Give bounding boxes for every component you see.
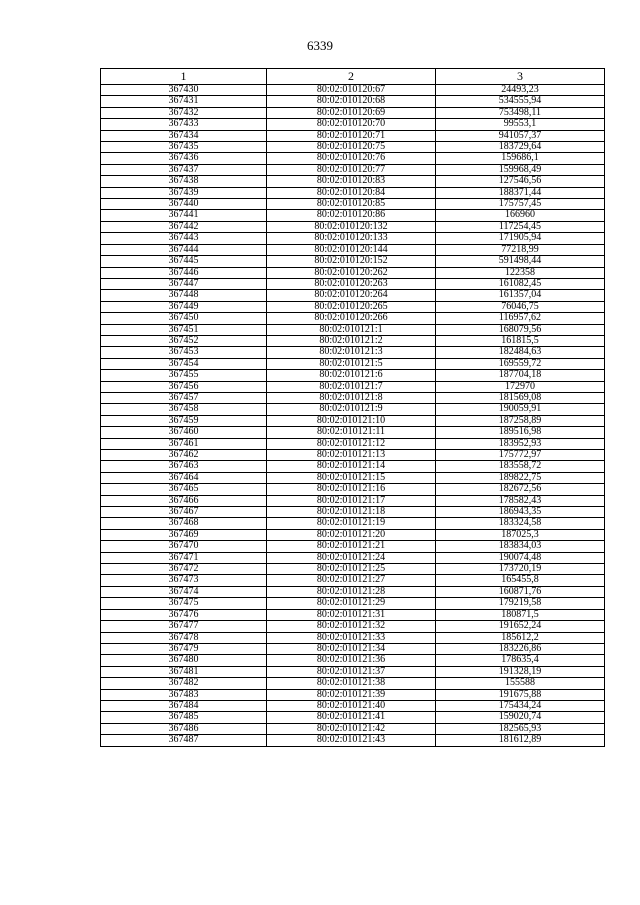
table-row bbox=[101, 199, 605, 210]
cadastral-number-cell: 80:02:010120:75 bbox=[267, 142, 436, 153]
cadastral-number-cell: 80:02:010120:86 bbox=[267, 210, 436, 221]
value-cell: 127546,56 bbox=[436, 176, 605, 187]
cadastral-number-cell: 80:02:010121:20 bbox=[267, 529, 436, 540]
record-number-cell: 367433 bbox=[101, 119, 267, 130]
value-cell: 185612,2 bbox=[436, 632, 605, 643]
value-cell: 187704,18 bbox=[436, 370, 605, 381]
table-row bbox=[101, 119, 605, 130]
record-number-cell: 367449 bbox=[101, 301, 267, 312]
record-number-cell: 367431 bbox=[101, 96, 267, 107]
value-cell: 159968,49 bbox=[436, 164, 605, 175]
cadastral-number-cell: 80:02:010120:76 bbox=[267, 153, 436, 164]
value-cell: 183558,72 bbox=[436, 461, 605, 472]
table-row bbox=[101, 575, 605, 586]
value-cell: 941057,37 bbox=[436, 130, 605, 141]
value-cell: 77218,99 bbox=[436, 244, 605, 255]
record-number-cell: 367436 bbox=[101, 153, 267, 164]
table-row bbox=[101, 176, 605, 187]
record-number-cell: 367437 bbox=[101, 164, 267, 175]
table-row bbox=[101, 221, 605, 232]
record-number-cell: 367474 bbox=[101, 586, 267, 597]
value-cell: 753498,11 bbox=[436, 107, 605, 118]
value-cell: 182672,56 bbox=[436, 484, 605, 495]
table-row bbox=[101, 598, 605, 609]
cadastral-number-cell: 80:02:010121:17 bbox=[267, 495, 436, 506]
cadastral-number-cell: 80:02:010120:264 bbox=[267, 290, 436, 301]
table-row bbox=[101, 335, 605, 346]
table-row bbox=[101, 347, 605, 358]
cadastral-number-cell: 80:02:010121:27 bbox=[267, 575, 436, 586]
record-number-cell: 367460 bbox=[101, 427, 267, 438]
value-cell: 188371,44 bbox=[436, 187, 605, 198]
record-number-cell: 367435 bbox=[101, 142, 267, 153]
table-row bbox=[101, 541, 605, 552]
table-row bbox=[101, 666, 605, 677]
value-cell: 155588 bbox=[436, 678, 605, 689]
cadastral-number-cell: 80:02:010121:6 bbox=[267, 370, 436, 381]
record-number-cell: 367472 bbox=[101, 564, 267, 575]
cadastral-number-cell: 80:02:010121:3 bbox=[267, 347, 436, 358]
record-number-cell: 367471 bbox=[101, 552, 267, 563]
record-number-cell: 367447 bbox=[101, 278, 267, 289]
table-row bbox=[101, 495, 605, 506]
record-number-cell: 367434 bbox=[101, 130, 267, 141]
value-cell: 190074,48 bbox=[436, 552, 605, 563]
table-row bbox=[101, 324, 605, 335]
cadastral-number-cell: 80:02:010121:34 bbox=[267, 643, 436, 654]
table-row bbox=[101, 85, 605, 96]
value-cell: 161082,45 bbox=[436, 278, 605, 289]
value-cell: 183834,03 bbox=[436, 541, 605, 552]
value-cell: 175434,24 bbox=[436, 700, 605, 711]
cadastral-number-cell: 80:02:010121:14 bbox=[267, 461, 436, 472]
record-number-cell: 367454 bbox=[101, 358, 267, 369]
table-row bbox=[101, 153, 605, 164]
value-cell: 161357,04 bbox=[436, 290, 605, 301]
record-number-cell: 367456 bbox=[101, 381, 267, 392]
cadastral-number-cell: 80:02:010121:33 bbox=[267, 632, 436, 643]
record-number-cell: 367475 bbox=[101, 598, 267, 609]
value-cell: 191652,24 bbox=[436, 621, 605, 632]
cadastral-number-cell: 80:02:010121:12 bbox=[267, 438, 436, 449]
record-number-cell: 367485 bbox=[101, 712, 267, 723]
cadastral-number-cell: 80:02:010120:68 bbox=[267, 96, 436, 107]
value-cell: 189516,98 bbox=[436, 427, 605, 438]
record-number-cell: 367446 bbox=[101, 267, 267, 278]
table-row bbox=[101, 244, 605, 255]
cadastral-number-cell: 80:02:010120:69 bbox=[267, 107, 436, 118]
cadastral-number-cell: 80:02:010121:37 bbox=[267, 666, 436, 677]
value-cell: 175772,97 bbox=[436, 450, 605, 461]
value-cell: 173720,19 bbox=[436, 564, 605, 575]
record-number-cell: 367451 bbox=[101, 324, 267, 335]
cadastral-number-cell: 80:02:010120:152 bbox=[267, 256, 436, 267]
value-cell: 183324,58 bbox=[436, 518, 605, 529]
value-cell: 182484,63 bbox=[436, 347, 605, 358]
table-row bbox=[101, 586, 605, 597]
value-cell: 168079,56 bbox=[436, 324, 605, 335]
record-number-cell: 367467 bbox=[101, 507, 267, 518]
value-cell: 24493,23 bbox=[436, 85, 605, 96]
value-cell: 159020,74 bbox=[436, 712, 605, 723]
record-number-cell: 367477 bbox=[101, 621, 267, 632]
cadastral-number-cell: 80:02:010120:266 bbox=[267, 313, 436, 324]
record-number-cell: 367441 bbox=[101, 210, 267, 221]
value-cell: 187025,3 bbox=[436, 529, 605, 540]
cadastral-number-cell: 80:02:010121:19 bbox=[267, 518, 436, 529]
record-number-cell: 367480 bbox=[101, 655, 267, 666]
table-row bbox=[101, 130, 605, 141]
record-number-cell: 367445 bbox=[101, 256, 267, 267]
record-number-cell: 367432 bbox=[101, 107, 267, 118]
value-cell: 175757,45 bbox=[436, 199, 605, 210]
table-row bbox=[101, 461, 605, 472]
cadastral-number-cell: 80:02:010120:133 bbox=[267, 233, 436, 244]
cadastral-number-cell: 80:02:010121:5 bbox=[267, 358, 436, 369]
record-number-cell: 367478 bbox=[101, 632, 267, 643]
value-cell: 190059,91 bbox=[436, 404, 605, 415]
cadastral-number-cell: 80:02:010121:10 bbox=[267, 415, 436, 426]
record-number-cell: 367458 bbox=[101, 404, 267, 415]
cadastral-number-cell: 80:02:010120:77 bbox=[267, 164, 436, 175]
table-row bbox=[101, 96, 605, 107]
cadastral-number-cell: 80:02:010121:8 bbox=[267, 392, 436, 403]
table-row bbox=[101, 267, 605, 278]
cadastral-number-cell: 80:02:010120:83 bbox=[267, 176, 436, 187]
table-row bbox=[101, 655, 605, 666]
record-number-cell: 367438 bbox=[101, 176, 267, 187]
table-row bbox=[101, 415, 605, 426]
value-cell: 122358 bbox=[436, 267, 605, 278]
record-number-cell: 367465 bbox=[101, 484, 267, 495]
record-number-cell: 367448 bbox=[101, 290, 267, 301]
record-number-cell: 367453 bbox=[101, 347, 267, 358]
value-cell: 117254,45 bbox=[436, 221, 605, 232]
record-number-cell: 367482 bbox=[101, 678, 267, 689]
table-row bbox=[101, 484, 605, 495]
value-cell: 99553,1 bbox=[436, 119, 605, 130]
cadastral-number-cell: 80:02:010121:21 bbox=[267, 541, 436, 552]
record-number-cell: 367452 bbox=[101, 335, 267, 346]
record-number-cell: 367430 bbox=[101, 85, 267, 96]
table-row bbox=[101, 472, 605, 483]
table-row bbox=[101, 621, 605, 632]
column-header-3: 3 bbox=[436, 69, 605, 85]
column-header-1: 1 bbox=[101, 69, 267, 85]
value-cell: 178635,4 bbox=[436, 655, 605, 666]
record-number-cell: 367466 bbox=[101, 495, 267, 506]
value-cell: 159686,1 bbox=[436, 153, 605, 164]
cadastral-number-cell: 80:02:010120:144 bbox=[267, 244, 436, 255]
cadastral-number-cell: 80:02:010120:265 bbox=[267, 301, 436, 312]
table-row bbox=[101, 290, 605, 301]
record-number-cell: 367455 bbox=[101, 370, 267, 381]
table-header-row bbox=[101, 69, 605, 85]
value-cell: 183226,86 bbox=[436, 643, 605, 654]
table-row bbox=[101, 358, 605, 369]
cadastral-number-cell: 80:02:010120:263 bbox=[267, 278, 436, 289]
cadastral-number-cell: 80:02:010121:42 bbox=[267, 723, 436, 734]
record-number-cell: 367481 bbox=[101, 666, 267, 677]
cadastral-number-cell: 80:02:010121:36 bbox=[267, 655, 436, 666]
table-row bbox=[101, 210, 605, 221]
cadastral-number-cell: 80:02:010121:1 bbox=[267, 324, 436, 335]
table-row bbox=[101, 712, 605, 723]
table-row bbox=[101, 450, 605, 461]
cadastral-number-cell: 80:02:010121:13 bbox=[267, 450, 436, 461]
cadastral-number-cell: 80:02:010120:85 bbox=[267, 199, 436, 210]
cadastral-number-cell: 80:02:010121:29 bbox=[267, 598, 436, 609]
table-row bbox=[101, 404, 605, 415]
table-row bbox=[101, 107, 605, 118]
table-row bbox=[101, 392, 605, 403]
value-cell: 183952,93 bbox=[436, 438, 605, 449]
table-row bbox=[101, 735, 605, 746]
table-row bbox=[101, 518, 605, 529]
record-number-cell: 367440 bbox=[101, 199, 267, 210]
table-row bbox=[101, 678, 605, 689]
table-body bbox=[101, 85, 605, 747]
value-cell: 534555,94 bbox=[436, 96, 605, 107]
table-row bbox=[101, 552, 605, 563]
value-cell: 180871,5 bbox=[436, 609, 605, 620]
cadastral-number-cell: 80:02:010121:32 bbox=[267, 621, 436, 632]
value-cell: 187258,89 bbox=[436, 415, 605, 426]
value-cell: 161815,5 bbox=[436, 335, 605, 346]
record-number-cell: 367476 bbox=[101, 609, 267, 620]
record-number-cell: 367486 bbox=[101, 723, 267, 734]
record-number-cell: 367461 bbox=[101, 438, 267, 449]
column-header-2: 2 bbox=[267, 69, 436, 85]
data-table bbox=[100, 68, 605, 747]
value-cell: 182565,93 bbox=[436, 723, 605, 734]
record-number-cell: 367470 bbox=[101, 541, 267, 552]
cadastral-number-cell: 80:02:010121:9 bbox=[267, 404, 436, 415]
record-number-cell: 367457 bbox=[101, 392, 267, 403]
value-cell: 186943,35 bbox=[436, 507, 605, 518]
record-number-cell: 367444 bbox=[101, 244, 267, 255]
table-row bbox=[101, 609, 605, 620]
value-cell: 116957,62 bbox=[436, 313, 605, 324]
table-row bbox=[101, 256, 605, 267]
value-cell: 181569,08 bbox=[436, 392, 605, 403]
record-number-cell: 367442 bbox=[101, 221, 267, 232]
table-row bbox=[101, 301, 605, 312]
record-number-cell: 367487 bbox=[101, 735, 267, 746]
table-row bbox=[101, 427, 605, 438]
value-cell: 591498,44 bbox=[436, 256, 605, 267]
table-row bbox=[101, 381, 605, 392]
table-row bbox=[101, 700, 605, 711]
cadastral-number-cell: 80:02:010120:84 bbox=[267, 187, 436, 198]
value-cell: 178582,43 bbox=[436, 495, 605, 506]
value-cell: 76046,75 bbox=[436, 301, 605, 312]
record-number-cell: 367443 bbox=[101, 233, 267, 244]
record-number-cell: 367479 bbox=[101, 643, 267, 654]
value-cell: 165455,8 bbox=[436, 575, 605, 586]
record-number-cell: 367483 bbox=[101, 689, 267, 700]
table-row bbox=[101, 643, 605, 654]
cadastral-number-cell: 80:02:010120:71 bbox=[267, 130, 436, 141]
table-row bbox=[101, 564, 605, 575]
record-number-cell: 367469 bbox=[101, 529, 267, 540]
table-row bbox=[101, 689, 605, 700]
cadastral-number-cell: 80:02:010121:2 bbox=[267, 335, 436, 346]
cadastral-number-cell: 80:02:010121:24 bbox=[267, 552, 436, 563]
cadastral-number-cell: 80:02:010121:18 bbox=[267, 507, 436, 518]
cadastral-number-cell: 80:02:010120:262 bbox=[267, 267, 436, 278]
value-cell: 171905,94 bbox=[436, 233, 605, 244]
cadastral-number-cell: 80:02:010121:15 bbox=[267, 472, 436, 483]
value-cell: 183729,64 bbox=[436, 142, 605, 153]
cadastral-number-cell: 80:02:010121:40 bbox=[267, 700, 436, 711]
cadastral-number-cell: 80:02:010121:7 bbox=[267, 381, 436, 392]
table-row bbox=[101, 438, 605, 449]
record-number-cell: 367439 bbox=[101, 187, 267, 198]
record-number-cell: 367463 bbox=[101, 461, 267, 472]
cadastral-number-cell: 80:02:010121:41 bbox=[267, 712, 436, 723]
cadastral-number-cell: 80:02:010120:132 bbox=[267, 221, 436, 232]
value-cell: 160871,76 bbox=[436, 586, 605, 597]
record-number-cell: 367450 bbox=[101, 313, 267, 324]
table-row bbox=[101, 529, 605, 540]
table-row bbox=[101, 164, 605, 175]
value-cell: 172970 bbox=[436, 381, 605, 392]
table-row bbox=[101, 278, 605, 289]
table-row bbox=[101, 187, 605, 198]
table-row bbox=[101, 313, 605, 324]
table-row bbox=[101, 723, 605, 734]
cadastral-number-cell: 80:02:010121:39 bbox=[267, 689, 436, 700]
cadastral-number-cell: 80:02:010121:43 bbox=[267, 735, 436, 746]
cadastral-number-cell: 80:02:010120:67 bbox=[267, 85, 436, 96]
cadastral-number-cell: 80:02:010121:28 bbox=[267, 586, 436, 597]
record-number-cell: 367468 bbox=[101, 518, 267, 529]
record-number-cell: 367484 bbox=[101, 700, 267, 711]
table-row bbox=[101, 632, 605, 643]
record-number-cell: 367462 bbox=[101, 450, 267, 461]
value-cell: 189822,75 bbox=[436, 472, 605, 483]
record-number-cell: 367459 bbox=[101, 415, 267, 426]
cadastral-number-cell: 80:02:010121:38 bbox=[267, 678, 436, 689]
value-cell: 191328,19 bbox=[436, 666, 605, 677]
cadastral-number-cell: 80:02:010120:70 bbox=[267, 119, 436, 130]
table-row bbox=[101, 370, 605, 381]
table-row bbox=[101, 233, 605, 244]
table-row bbox=[101, 507, 605, 518]
cadastral-number-cell: 80:02:010121:16 bbox=[267, 484, 436, 495]
value-cell: 191675,88 bbox=[436, 689, 605, 700]
value-cell: 181612,89 bbox=[436, 735, 605, 746]
table-row bbox=[101, 142, 605, 153]
record-number-cell: 367473 bbox=[101, 575, 267, 586]
record-number-cell: 367464 bbox=[101, 472, 267, 483]
value-cell: 166960 bbox=[436, 210, 605, 221]
cadastral-number-cell: 80:02:010121:11 bbox=[267, 427, 436, 438]
value-cell: 169559,72 bbox=[436, 358, 605, 369]
value-cell: 179219,58 bbox=[436, 598, 605, 609]
cadastral-number-cell: 80:02:010121:25 bbox=[267, 564, 436, 575]
page-number: 6339 bbox=[307, 38, 333, 53]
cadastral-number-cell: 80:02:010121:31 bbox=[267, 609, 436, 620]
